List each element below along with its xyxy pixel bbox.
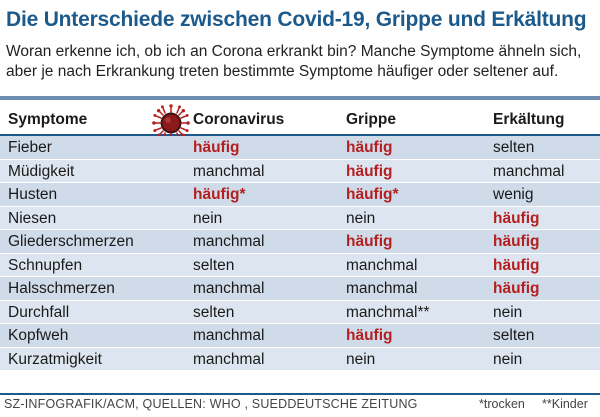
table-row bbox=[0, 301, 600, 325]
cell-erkaeltung: manchmal bbox=[493, 162, 565, 180]
header-grippe: Grippe bbox=[346, 111, 396, 128]
cell-grippe: nein bbox=[346, 350, 376, 368]
table-header bbox=[0, 106, 600, 136]
cell-grippe: häufig bbox=[346, 139, 393, 156]
symptom-name: Husten bbox=[8, 186, 58, 203]
table-row bbox=[0, 348, 600, 372]
table-row bbox=[0, 324, 600, 348]
cell-erkaeltung: nein bbox=[493, 303, 523, 321]
symptom-name: Kurzatmigkeit bbox=[8, 350, 102, 368]
symptom-name: Kopfweh bbox=[8, 327, 69, 344]
cell-grippe: manchmal** bbox=[346, 303, 430, 321]
symptom-name: Halsschmerzen bbox=[8, 280, 115, 297]
cell-corona: selten bbox=[193, 303, 235, 321]
cell-erkaeltung: häufig bbox=[493, 233, 540, 250]
table-row bbox=[0, 277, 600, 301]
cell-corona: häufig* bbox=[193, 186, 246, 203]
source-credit: SZ-INFOGRAFIK/ACM, QUELLEN: WHO , SUEDDEUTSCHE ZEITUNG bbox=[4, 397, 418, 411]
table-row bbox=[0, 254, 600, 278]
cell-grippe: manchmal bbox=[346, 256, 418, 274]
bottom-divider bbox=[0, 393, 600, 395]
symptom-name: Schnupfen bbox=[8, 256, 83, 274]
cell-corona: manchmal bbox=[193, 162, 265, 180]
cell-grippe: häufig bbox=[346, 233, 393, 250]
cell-corona: häufig bbox=[193, 139, 240, 156]
header-erkaeltung: Erkältung bbox=[493, 111, 565, 128]
table-row bbox=[0, 207, 600, 231]
cell-erkaeltung: häufig bbox=[493, 209, 540, 227]
symptom-name: Durchfall bbox=[8, 303, 70, 321]
table-row bbox=[0, 160, 600, 184]
footnote-trocken: *trocken bbox=[479, 397, 525, 411]
symptom-name: Gliederschmerzen bbox=[8, 233, 134, 250]
cell-erkaeltung: nein bbox=[493, 350, 523, 368]
cell-erkaeltung: wenig bbox=[493, 186, 534, 203]
symptom-name: Müdigkeit bbox=[8, 162, 75, 180]
page-title: Die Unterschiede zwischen Covid-19, Grippe und Erkältung bbox=[6, 8, 587, 31]
table-body bbox=[0, 136, 600, 371]
top-divider bbox=[0, 96, 600, 100]
subtitle bbox=[6, 42, 596, 82]
cell-corona: selten bbox=[193, 256, 235, 274]
subtitle-line-1: Woran erkenne ich, ob ich an Corona erkrankt bin? Manche Symptome ähneln sich, bbox=[6, 43, 582, 60]
cell-corona: manchmal bbox=[193, 280, 265, 297]
cell-grippe: häufig bbox=[346, 327, 393, 344]
cell-corona: manchmal bbox=[193, 327, 265, 344]
cell-corona: nein bbox=[193, 209, 223, 227]
cell-grippe: nein bbox=[346, 209, 376, 227]
header-coronavirus: Coronavirus bbox=[193, 111, 285, 128]
cell-erkaeltung: selten bbox=[493, 327, 535, 344]
table-row bbox=[0, 183, 600, 207]
cell-erkaeltung: häufig bbox=[493, 256, 540, 274]
table-row bbox=[0, 230, 600, 254]
subtitle-line-2: aber je nach Erkrankung treten bestimmte Symptome häufiger oder seltener auf. bbox=[6, 63, 559, 80]
symptom-table bbox=[0, 106, 600, 371]
cell-grippe: manchmal bbox=[346, 280, 418, 297]
cell-erkaeltung: häufig bbox=[493, 280, 540, 297]
cell-grippe: häufig bbox=[346, 162, 393, 180]
cell-grippe: häufig* bbox=[346, 186, 399, 203]
symptom-name: Fieber bbox=[8, 139, 52, 156]
footnote-kinder: **Kinder bbox=[542, 397, 588, 411]
header-symptome: Symptome bbox=[8, 111, 88, 128]
symptom-name: Niesen bbox=[8, 209, 57, 227]
cell-corona: manchmal bbox=[193, 350, 265, 368]
cell-corona: manchmal bbox=[193, 233, 265, 250]
cell-erkaeltung: selten bbox=[493, 139, 535, 156]
table-row bbox=[0, 136, 600, 160]
